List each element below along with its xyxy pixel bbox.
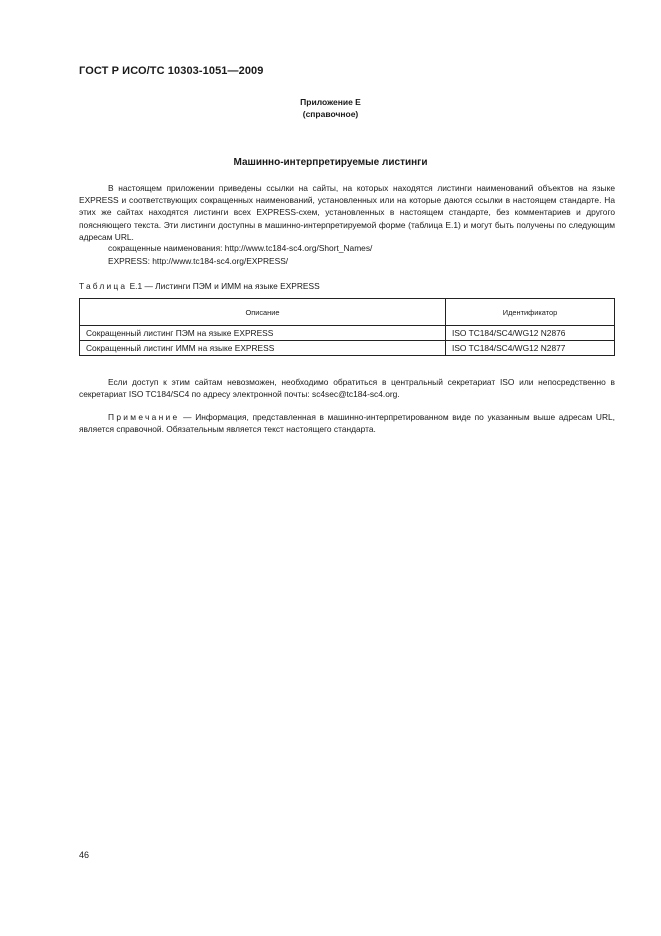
access-paragraph-text: Если доступ к этим сайтам невозможен, необходимо обратиться в центральный секретариат ISO или непосредственно в секретариат ISO TC184/SC4 по адресу электронной почты: sc4sec@tc184-sc4.org. (79, 377, 615, 400)
url-express: EXPRESS: http://www.tc184-sc4.org/EXPRESS/ (108, 256, 289, 266)
access-paragraph (79, 376, 615, 400)
note-paragraph (79, 411, 615, 435)
note-text: — Информация, представленная в машинно-интерпретированном виде по указанным выше адресам URL, является справочной. Обязательным является текст настоящего стандарта. (79, 412, 615, 435)
page-number: 46 (79, 850, 90, 860)
intro-paragraph-text: В настоящем приложении приведены ссылки на сайты, на которых находятся листинги наименований объектов на языке EXPRESS и соответствующих сокращенных наименований, установленных или на которые даются ссылки в настоящем стандарте. На этих же сайтах находятся листинги всех EXPRESS-схем, установленных в настоящем стандарте, без комментариев и другого поясняющего текста. Эти листинги доступны в машинно-интерпретируемой форме (таблица Е.1) и могут быть получены по следующим адресам URL. (79, 183, 615, 242)
table-header-row (80, 299, 615, 326)
listings-table (79, 298, 615, 356)
document-header: ГОСТ Р ИСО/ТС 10303-1051—2009 (79, 65, 264, 77)
table-caption-label: Таблица (79, 281, 128, 291)
annex-subtitle: (справочное) (302, 109, 359, 119)
url-short-names: сокращенные наименования: http://www.tc184-sc4.org/Short_Names/ (108, 243, 373, 253)
row-description: Сокращенный листинг ИММ на языке EXPRESS (80, 341, 446, 356)
table-caption-text: Е.1 — Листинги ПЭМ и ИММ на языке EXPRESS (127, 281, 320, 291)
table-row (80, 326, 615, 341)
row-identifier: ISO TC184/SC4/WG12 N2876 (446, 326, 615, 341)
header-description: Описание (80, 299, 446, 326)
header-identifier: Идентификатор (446, 299, 615, 326)
row-identifier: ISO TC184/SC4/WG12 N2877 (446, 341, 615, 356)
section-title: Машинно-интерпретируемые листинги (233, 157, 428, 168)
table-caption (79, 281, 320, 291)
row-description: Сокращенный листинг ПЭМ на языке EXPRESS (80, 326, 446, 341)
annex-title: Приложение Е (300, 97, 361, 107)
note-label: Примечание (108, 412, 180, 422)
intro-paragraph (79, 182, 615, 243)
table-row (80, 341, 615, 356)
